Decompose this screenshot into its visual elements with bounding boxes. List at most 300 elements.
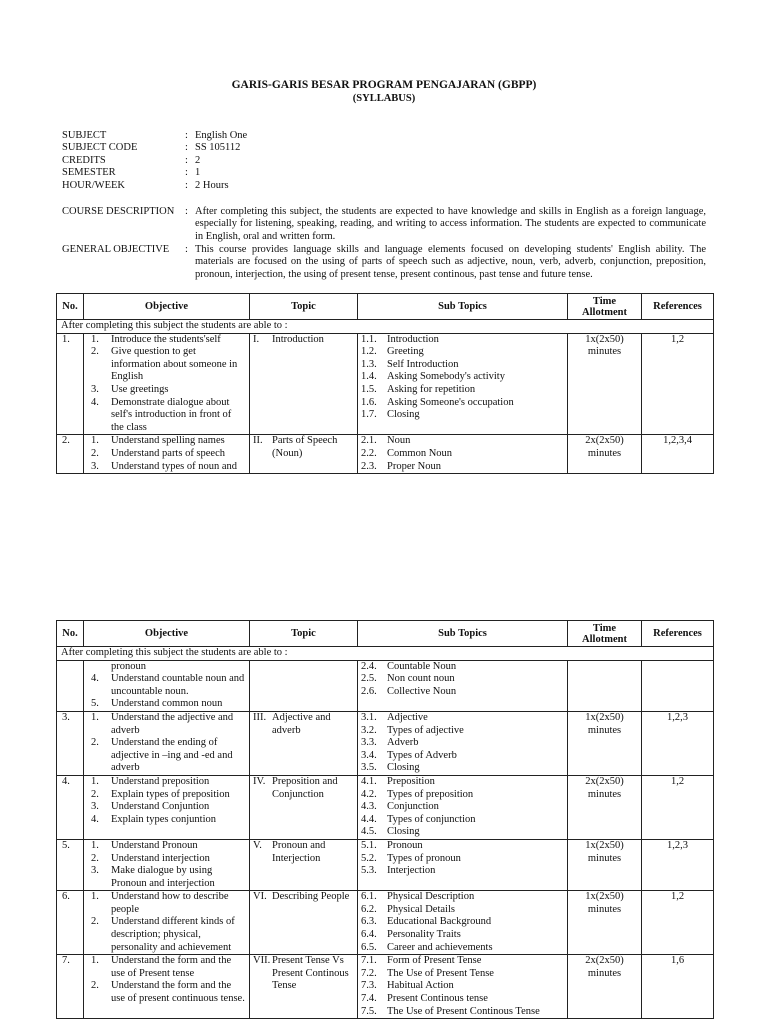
subtopic-item [361, 409, 564, 422]
subtopic-item [361, 686, 564, 699]
subtopic-item [361, 840, 564, 853]
subtopic-number: 6.1. [361, 891, 377, 903]
subtopic-item [361, 737, 564, 750]
topic-cell [250, 839, 358, 890]
objective-item [87, 334, 246, 347]
subtopic-item [361, 789, 564, 802]
objective-item [87, 916, 246, 954]
subtopic-item [361, 397, 564, 410]
objective-item [87, 789, 246, 802]
subtopic-number: 1.1. [361, 333, 377, 345]
subtopic-number: 5.2. [361, 852, 377, 864]
row-number: 1. [57, 333, 84, 435]
topic-cell [250, 955, 358, 1019]
subtopic-text: Closing [387, 409, 420, 421]
objective-item [87, 814, 246, 827]
subtopic-item [361, 750, 564, 763]
row-number: 4. [57, 775, 84, 839]
title-main: GARIS-GARIS BESAR PROGRAM PENGAJARAN (GBPP) [231, 79, 537, 91]
subtopic-text: Types of preposition [387, 788, 474, 800]
meta-row [62, 180, 247, 192]
document-title [0, 78, 768, 106]
objective-number: 2. [91, 916, 99, 928]
time-allotment: 1x(2x50) minutes [568, 839, 642, 890]
topic-cell [250, 435, 358, 474]
table-row [57, 775, 714, 839]
objective-item [87, 435, 246, 448]
subtopic-text: Noun [387, 435, 411, 447]
objective-number: 2. [91, 788, 99, 800]
subtopic-text: Common Noun [387, 447, 453, 459]
meta-key: HOUR/WEEK [62, 179, 125, 191]
objective-item [87, 698, 246, 711]
row-number: 2. [57, 435, 84, 474]
objective-text: Explain types conjuntion [111, 813, 216, 825]
subtopic-item [361, 334, 564, 347]
row-number: 3. [57, 711, 84, 775]
header-subtopics: Sub Topics [358, 621, 568, 647]
subtopic-text: Personality Traits [387, 929, 461, 941]
objective-text: Understand interjection [111, 852, 210, 864]
subtopic-text: Educational Background [387, 916, 492, 928]
topic-item [253, 891, 354, 904]
objective-number: 2. [91, 852, 99, 864]
objective-number: 1. [91, 955, 99, 967]
time-allotment: 1x(2x50) minutes [568, 333, 642, 435]
subtopic-number: 3.4. [361, 749, 377, 761]
objective-number: 1. [91, 435, 99, 447]
subtopic-number: 2.1. [361, 435, 377, 447]
subtopic-number: 2.4. [361, 660, 377, 672]
objectives-cell [84, 839, 250, 890]
objective-number: 1. [91, 333, 99, 345]
objective-number: 3. [91, 383, 99, 395]
time-allotment: 1x(2x50) minutes [568, 891, 642, 955]
topic-text: Describing People [272, 891, 350, 903]
objective-text: Understand preposition [111, 775, 210, 787]
subtopic-item [361, 993, 564, 1006]
subtopic-number: 6.4. [361, 929, 377, 941]
objectives-cell [84, 660, 250, 711]
subtopic-number: 7.2. [361, 967, 377, 979]
objectives-cell [84, 435, 250, 474]
meta-key: SUBJECT [62, 130, 107, 141]
subtopic-number: 3.5. [361, 762, 377, 774]
subtopic-number: 1.7. [361, 409, 377, 421]
subtopics-cell [358, 660, 568, 711]
title-sub: (SYLLABUS) [352, 93, 416, 104]
topic-cell [250, 333, 358, 435]
topic-number: VII. [253, 955, 271, 967]
topic-item [253, 955, 354, 993]
topic-text: Pronoun and Interjection [272, 839, 326, 864]
subtopic-item [361, 461, 564, 474]
header-references: References [642, 621, 714, 647]
time-allotment [568, 660, 642, 711]
subtopic-text: Types of Adverb [387, 749, 457, 761]
objective-text: Understand common noun [111, 698, 223, 710]
subtopic-text: Preposition [387, 775, 435, 787]
header-time: Time Allotment [568, 621, 642, 647]
general-objective-text: This course provides language skills and language elements focused on developing students' English ability. The materials are focused on the using of parts of speech such as adjective, noun, verb, adverb, conjunction, preposition, pronoun, interjection, the using of present tense, present continous, past tense and future tense. [195, 244, 706, 280]
subtopic-item [361, 968, 564, 981]
objective-text: Explain types of preposition [111, 788, 230, 800]
subtopic-number: 4.2. [361, 788, 377, 800]
subtopic-number: 2.2. [361, 447, 377, 459]
objective-item [87, 448, 246, 461]
subtopics-cell [358, 435, 568, 474]
objective-item [87, 776, 246, 789]
subtopic-text: Types of pronoun [387, 852, 461, 864]
row-number: 6. [57, 891, 84, 955]
objectives-cell [84, 711, 250, 775]
subtopic-item [361, 776, 564, 789]
objective-text: Understand spelling names [111, 435, 225, 447]
course-description-text: After completing this subject, the students are expected to have knowledge and skills in English as a foreign language, especially for listening, speaking, reading, and writing to access information. The students are expected to communicate in English, oral and written form. [195, 206, 706, 242]
subtopics-cell [358, 955, 568, 1019]
subtopic-text: Self Introduction [387, 358, 459, 370]
objective-item [87, 661, 246, 674]
subtopic-item [361, 865, 564, 878]
subtopic-item [361, 891, 564, 904]
objective-item [87, 384, 246, 397]
meta-colon: : [185, 167, 188, 179]
objective-item [87, 980, 246, 1005]
header-objective: Objective [84, 294, 250, 320]
objective-text: Understand different kinds of description; physical, personality and achievement [111, 916, 235, 953]
subtopic-text: Greeting [387, 346, 424, 358]
objective-text: Make dialogue by using Pronoun and interjection [111, 865, 215, 889]
references: 1,6 [642, 955, 714, 1019]
subtopic-item [361, 359, 564, 372]
subtopics-cell [358, 711, 568, 775]
objective-text: Understand Conjuntion [111, 801, 210, 813]
objective-number: 4. [91, 396, 99, 408]
table-row [57, 435, 714, 474]
subtopic-item [361, 955, 564, 968]
meta-value: 2 Hours [195, 179, 229, 191]
meta-colon: : [185, 130, 188, 141]
topic-text: Preposition and Conjunction [272, 775, 338, 800]
meta-row [62, 167, 247, 179]
time-allotment: 2x(2x50) minutes [568, 435, 642, 474]
subtopic-number: 7.3. [361, 980, 377, 992]
topic-item [253, 840, 354, 865]
table-row [57, 955, 714, 1019]
subtopic-number: 7.4. [361, 993, 377, 1005]
objective-number: 2. [91, 447, 99, 459]
objective-number: 3. [91, 865, 99, 877]
subtopic-number: 5.3. [361, 865, 377, 877]
objective-text: Understand the ending of adjective in –ing and -ed and adverb [111, 737, 233, 774]
objective-number: 2. [91, 980, 99, 992]
meta-row [62, 142, 247, 154]
subtopic-number: 2.5. [361, 673, 377, 685]
references: 1,2 [642, 333, 714, 435]
objective-item [87, 955, 246, 980]
subtopic-number: 7.5. [361, 1005, 377, 1017]
objective-number [87, 661, 111, 674]
subtopic-text: Types of conjunction [387, 813, 476, 825]
objective-text: Understand types of noun and [111, 460, 237, 472]
time-allotment: 2x(2x50) minutes [568, 775, 642, 839]
table-row [57, 711, 714, 775]
subtopic-item [361, 814, 564, 827]
meta-key: SUBJECT CODE [62, 142, 138, 154]
subtopic-item [361, 929, 564, 942]
objective-text: Understand parts of speech [111, 447, 226, 459]
objective-item [87, 346, 246, 384]
row-number [57, 660, 84, 711]
topic-number: VI. [253, 891, 267, 903]
references: 1,2,3 [642, 839, 714, 890]
subtopic-text: Physical Details [387, 903, 455, 915]
meta-row [62, 130, 247, 142]
subtopics-cell [358, 333, 568, 435]
objective-number: 2. [91, 737, 99, 749]
header-subtopics: Sub Topics [358, 294, 568, 320]
subtopic-item [361, 1006, 564, 1019]
table-row [57, 333, 714, 435]
topic-text: Parts of Speech (Noun) [272, 435, 338, 459]
objectives-cell [84, 775, 250, 839]
meta-key: CREDITS [62, 154, 106, 166]
objective-text: Understand countable noun and uncountable noun. [111, 673, 245, 697]
subtopic-item [361, 712, 564, 725]
subtopic-item [361, 904, 564, 917]
topic-cell [250, 711, 358, 775]
objective-number: 5. [91, 698, 99, 710]
subject-info [62, 130, 247, 192]
subtopic-item [361, 435, 564, 448]
subtopics-cell [358, 839, 568, 890]
references: 1,2 [642, 891, 714, 955]
references: 1,2,3,4 [642, 435, 714, 474]
row-number: 5. [57, 839, 84, 890]
subtopic-item [361, 916, 564, 929]
meta-colon: : [185, 179, 188, 191]
objective-item [87, 673, 246, 698]
objective-number: 1. [91, 839, 99, 851]
course-description: COURSE DESCRIPTION : After completing this subject, the students are expected to have knowledge and skills in English as a foreign language, especially for listening, speaking, reading, and writing to access information. The students are expected to communicate in English, oral and written form. [62, 206, 706, 242]
header-objective: Objective [84, 621, 250, 647]
subtopic-number: 4.5. [361, 826, 377, 838]
subtopic-item [361, 448, 564, 461]
topic-number: V. [253, 839, 262, 851]
time-allotment: 1x(2x50) minutes [568, 711, 642, 775]
meta-value: 2 [195, 154, 201, 166]
objective-text: Demonstrate dialogue about self's introduction in front of the class [111, 396, 232, 433]
header-topic: Topic [250, 621, 358, 647]
topic-number: III. [253, 711, 267, 723]
subtopic-text: Conjunction [387, 801, 439, 813]
subtopic-number: 1.2. [361, 346, 377, 358]
subtopic-number: 3.2. [361, 724, 377, 736]
objective-number: 1. [91, 711, 99, 723]
header-topic: Topic [250, 294, 358, 320]
meta-key: SEMESTER [62, 167, 116, 179]
subtopic-text: Interjection [387, 865, 436, 877]
subtopic-item [361, 725, 564, 738]
subtopic-text: Types of adjective [387, 724, 464, 736]
subtopic-text: Career and achievements [387, 941, 493, 953]
subtopic-text: Pronoun [387, 839, 423, 851]
topic-item [253, 776, 354, 801]
subtopic-item [361, 826, 564, 839]
objective-number: 3. [91, 460, 99, 472]
subtopic-number: 6.5. [361, 941, 377, 953]
objective-item [87, 737, 246, 775]
subtopic-item [361, 673, 564, 686]
subtopic-text: Habitual Action [387, 980, 454, 992]
subtopic-item [361, 371, 564, 384]
objective-text: Use greetings [111, 383, 169, 395]
meta-colon: : [185, 142, 188, 154]
objective-number: 4. [91, 813, 99, 825]
objective-item [87, 461, 246, 474]
meta-colon: : [185, 154, 188, 166]
header-no: No. [57, 621, 84, 647]
topic-cell [250, 891, 358, 955]
subtopic-number: 4.3. [361, 801, 377, 813]
subtopic-text: Asking for repetition [387, 383, 476, 395]
header-no: No. [57, 294, 84, 320]
references [642, 660, 714, 711]
table-row [57, 891, 714, 955]
topic-text: Introduction [272, 333, 324, 345]
syllabus-table-1 [56, 293, 714, 474]
topic-item [253, 334, 354, 347]
meta-value: English One [195, 130, 248, 141]
subtopic-number: 6.3. [361, 916, 377, 928]
subtopics-cell [358, 775, 568, 839]
objective-number: 1. [91, 775, 99, 787]
subtopic-text: Physical Description [387, 891, 475, 903]
topic-text: Present Tense Vs Present Continous Tense [272, 955, 349, 992]
subtopic-item [361, 384, 564, 397]
subtopic-number: 7.1. [361, 955, 377, 967]
subtopic-text: Asking Someone's occupation [387, 396, 514, 408]
subtopic-text: The Use of Present Continous Tense [387, 1005, 540, 1017]
objective-text: Give question to get information about someone in English [111, 346, 238, 383]
header-references: References [642, 294, 714, 320]
header-time: Time Allotment [568, 294, 642, 320]
topic-number: II. [253, 435, 263, 447]
subtopic-number: 5.1. [361, 839, 377, 851]
subtopic-item [361, 801, 564, 814]
subtopic-number: 2.3. [361, 460, 377, 472]
objective-text: Understand the form and the use of present continuous tense. [111, 980, 245, 1005]
objective-item [87, 853, 246, 866]
subtopic-text: Introduction [387, 333, 439, 345]
subtopic-number: 1.3. [361, 358, 377, 370]
objective-text: Understand Pronoun [111, 839, 198, 851]
table-intro: After completing this subject the students are able to : [57, 320, 714, 334]
general-objective-label: GENERAL OBJECTIVE [62, 244, 170, 255]
objective-text: Understand the adjective and adverb [111, 711, 234, 736]
time-allotment: 2x(2x50) minutes [568, 955, 642, 1019]
subtopic-number: 1.4. [361, 371, 377, 383]
syllabus-table-2 [56, 620, 714, 1019]
objective-text: Understand how to describe people [111, 891, 229, 915]
topic-number: IV. [253, 775, 266, 787]
objective-item [87, 891, 246, 916]
subtopic-item [361, 980, 564, 993]
subtopic-number: 3.3. [361, 737, 377, 749]
objectives-cell [84, 333, 250, 435]
course-description-label: COURSE DESCRIPTION [62, 206, 175, 217]
table-intro: After completing this subject the students are able to : [57, 647, 714, 661]
objective-text: Introduce the students'self [111, 333, 221, 345]
topic-number: I. [253, 333, 260, 345]
subtopic-text: Proper Noun [387, 460, 441, 472]
meta-value: SS 105112 [195, 142, 241, 154]
objective-text: pronoun [111, 660, 146, 672]
meta-row [62, 155, 247, 167]
subtopic-number: 4.1. [361, 775, 377, 787]
subtopic-text: Asking Somebody's activity [387, 371, 505, 383]
subtopic-item [361, 346, 564, 359]
row-number: 7. [57, 955, 84, 1019]
topic-cell [250, 775, 358, 839]
objective-text: Understand the form and the use of Present tense [111, 955, 232, 979]
objective-item [87, 865, 246, 890]
objective-item [87, 801, 246, 814]
objective-item [87, 840, 246, 853]
subtopic-text: Closing [387, 762, 420, 774]
references: 1,2,3 [642, 711, 714, 775]
objective-number: 4. [91, 673, 99, 685]
table-row [57, 660, 714, 711]
objectives-cell [84, 955, 250, 1019]
topic-cell [250, 660, 358, 711]
objective-number: 1. [91, 891, 99, 903]
general-objective: GENERAL OBJECTIVE : This course provides language skills and language elements focused on developing students' English ability. The materials are focused on the using of parts of speech such as adjective, noun, verb, adverb, conjunction, preposition, pronoun, interjection, the using of present tense, present continous, past tense and future tense. [62, 244, 706, 280]
subtopic-number: 6.2. [361, 903, 377, 915]
objective-item [87, 712, 246, 737]
table-row [57, 839, 714, 890]
objectives-cell [84, 891, 250, 955]
subtopics-cell [358, 891, 568, 955]
references: 1,2 [642, 775, 714, 839]
subtopic-item [361, 661, 564, 674]
objective-item [87, 397, 246, 435]
subtopic-number: 1.5. [361, 383, 377, 395]
subtopic-text: Present Continous tense [387, 993, 488, 1005]
topic-item [253, 435, 354, 460]
subtopic-text: The Use of Present Tense [387, 967, 494, 979]
meta-value: 1 [195, 167, 201, 179]
subtopic-item [361, 853, 564, 866]
subtopic-number: 1.6. [361, 396, 377, 408]
subtopic-number: 3.1. [361, 711, 377, 723]
subtopic-text: Form of Present Tense [387, 955, 482, 967]
objective-number: 2. [91, 346, 99, 358]
subtopic-text: Adverb [387, 737, 419, 749]
subtopic-text: Countable Noun [387, 660, 457, 672]
subtopic-item [361, 762, 564, 775]
topic-text: Adjective and adverb [272, 711, 331, 736]
topic-item [253, 712, 354, 737]
subtopic-number: 2.6. [361, 685, 377, 697]
objective-number: 3. [91, 801, 99, 813]
subtopic-text: Adjective [387, 711, 428, 723]
subtopic-item [361, 942, 564, 955]
subtopic-text: Non count noun [387, 673, 455, 685]
subtopic-text: Closing [387, 826, 420, 838]
subtopic-text: Collective Noun [387, 685, 457, 697]
subtopic-number: 4.4. [361, 813, 377, 825]
